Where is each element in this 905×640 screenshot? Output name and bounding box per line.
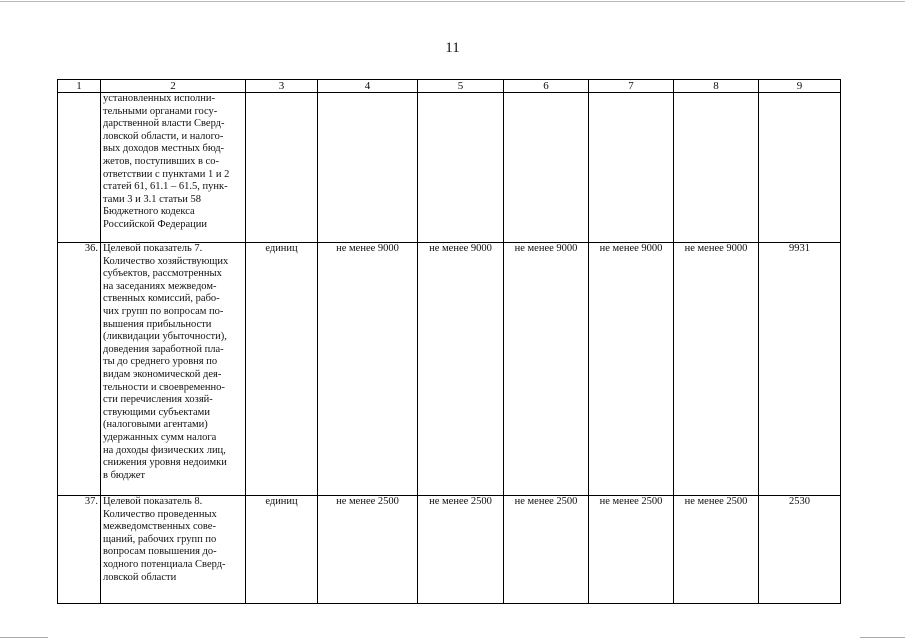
table-row bbox=[58, 243, 841, 496]
header-row bbox=[58, 80, 841, 93]
indicator-description: Целевой показатель 8. Количество проведенных межведомственных сове- щаний, рабочих групп по вопросам повышения до- ходного потенциала Сверд- ловской области bbox=[101, 496, 246, 604]
header-cell: 7 bbox=[589, 80, 674, 93]
actual-value bbox=[759, 93, 841, 243]
table-row bbox=[58, 93, 841, 243]
header-cell: 2 bbox=[101, 80, 246, 93]
target-value bbox=[674, 93, 759, 243]
indicator-table bbox=[57, 79, 841, 604]
target-value bbox=[318, 93, 418, 243]
target-value: не менее 2500 bbox=[504, 496, 589, 604]
header-cell: 6 bbox=[504, 80, 589, 93]
target-value: не менее 2500 bbox=[674, 496, 759, 604]
table-row bbox=[58, 496, 841, 604]
indicator-description: установленных исполни- тельными органами госу- дарственной власти Сверд- ловской области, и налого- вых доходов местных бюд- жетов, поступивших в со- ответствии с пунктами 1 и 2 статей 61, 61.1 – 61.5, пунк- тами 3 и 3.1 статьи 58 Бюджетного кодекса Российской Федерации bbox=[101, 93, 246, 243]
bottom-edge-marks bbox=[0, 637, 905, 638]
unit-cell: единиц bbox=[246, 496, 318, 604]
target-value: не менее 9000 bbox=[674, 243, 759, 496]
row-number: 36. bbox=[58, 243, 101, 496]
target-value bbox=[418, 93, 504, 243]
page-number: 11 bbox=[445, 40, 460, 56]
header-cell: 3 bbox=[246, 80, 318, 93]
row-number: 37. bbox=[58, 496, 101, 604]
target-value bbox=[589, 93, 674, 243]
target-value: не менее 9000 bbox=[418, 243, 504, 496]
indicator-description: Целевой показатель 7. Количество хозяйствующих субъектов, рассмотренных на заседаниях межведом- ственных комиссий, рабо- чих групп по вопросам по- вышения прибыльности (ликвидации убыточности), доведения заработной пла- ты до среднего уровня по видам экономической дея- тельности и своевременно- сти перечисления хозяй- ствующими субъектами (налоговыми агентами) удержанных сумм налога на доходы физических лиц, снижения уровня недоимки в бюджет bbox=[101, 243, 246, 496]
target-value: не менее 9000 bbox=[589, 243, 674, 496]
actual-value: 2530 bbox=[759, 496, 841, 604]
header-cell: 5 bbox=[418, 80, 504, 93]
header-cell: 9 bbox=[759, 80, 841, 93]
target-value bbox=[504, 93, 589, 243]
target-value: не менее 2500 bbox=[589, 496, 674, 604]
row-number bbox=[58, 93, 101, 243]
header-cell: 8 bbox=[674, 80, 759, 93]
target-value: не менее 2500 bbox=[418, 496, 504, 604]
target-value: не менее 2500 bbox=[318, 496, 418, 604]
unit-cell: единиц bbox=[246, 243, 318, 496]
target-value: не менее 9000 bbox=[504, 243, 589, 496]
actual-value: 9931 bbox=[759, 243, 841, 496]
target-value: не менее 9000 bbox=[318, 243, 418, 496]
unit-cell bbox=[246, 93, 318, 243]
top-rule bbox=[0, 1, 905, 2]
header-cell: 1 bbox=[58, 80, 101, 93]
header-cell: 4 bbox=[318, 80, 418, 93]
